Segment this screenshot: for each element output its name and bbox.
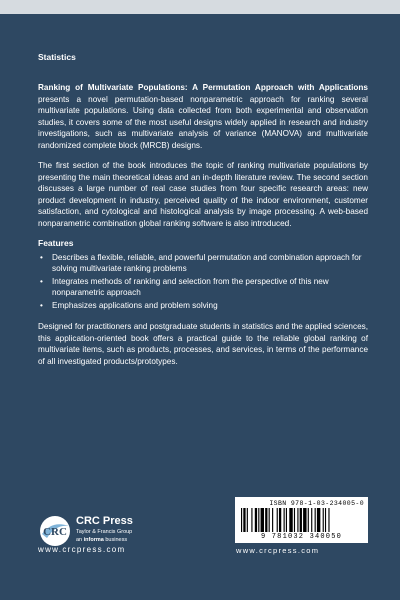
barcode-bar [317, 508, 320, 532]
barcode-bar [297, 508, 298, 532]
barcode-bar [261, 508, 264, 532]
barcode-box [235, 497, 368, 543]
feature-item: • Emphasizes applications and problem solving [38, 300, 368, 312]
isbn-label: ISBN 978-1-03-234005-0 [269, 500, 364, 507]
publisher-business: an informa business [76, 537, 128, 543]
barcode-bar [315, 508, 316, 532]
intro-paragraph [38, 82, 368, 151]
barcode-bar [289, 508, 292, 532]
feature-item: • Integrates methods of ranking and selection from the perspective of this new nonparametric approach [38, 276, 368, 299]
barcode-bar [258, 508, 259, 532]
barcode-bar [247, 508, 248, 532]
barcode-bar [277, 508, 278, 532]
barcode-bar [328, 508, 329, 532]
barcode-url: www.crcpress.com [236, 546, 320, 555]
crc-logo-icon [38, 514, 72, 548]
barcode-number: 9 781032 340050 [260, 533, 342, 541]
paragraph-3: Designed for practitioners and postgraduate students in statistics and the applied sciences, this application-oriented book offers a practical guide to the reliable global ranking of multivariate items, such as products, processes, and services, in terms of the performance of all investigated products/prototypes. [38, 322, 368, 366]
feature-item: • Describes a flexible, reliable, and powerful permutation and combination approach for solving multivariate ranking problems [38, 252, 368, 275]
barcode-bar [325, 508, 326, 532]
top-band [0, 0, 400, 14]
barcode-bar [241, 508, 242, 532]
paragraph-2: The first section of the book introduces the topic of ranking multivariate populations by presenting the main theoretical ideas and an in-depth literature review. The second section discusses a large number of real case studies from four specific research areas: new product development in industry, perceived quality of the indoor environment, customer satisfaction, and cytological and histological analysis by image processing. A web-based nonparametric combination global ranking software is also introduced. [38, 161, 368, 228]
barcode-bar [265, 508, 267, 532]
barcode-bar [284, 508, 285, 532]
barcode-bar [243, 508, 245, 532]
barcode-bar [269, 508, 270, 532]
publisher-url: www.crcpress.com [38, 545, 126, 554]
barcode-bars [239, 508, 364, 532]
publisher-name: CRC Press [76, 515, 133, 527]
barcode-bar [323, 508, 324, 532]
category-label: Statistics [38, 52, 76, 62]
barcode-bar [294, 508, 295, 532]
barcode-bar [272, 508, 273, 532]
barcode-bar [251, 508, 252, 532]
blurb [38, 82, 368, 376]
svg-text:CRC: CRC [43, 526, 67, 538]
barcode-bar [308, 508, 309, 532]
publisher-group: Taylor & Francis Group [76, 529, 133, 535]
intro-text: presents a novel permutation-based nonparametric approach for ranking several multivariate populations. Using data collected from both experimental and observation studies, it covers some of the most useful designs widely applied in research and industry investigations, such as multivariate analysis of variance (MANOVA) and multivariate randomized complete block (MRCB) designs. [38, 94, 368, 150]
features-heading: Features [38, 238, 74, 248]
barcode-bar [286, 508, 287, 532]
barcode-bar [279, 508, 281, 532]
book-title: Ranking of Multivariate Populations: A Permutation Approach with Applications [38, 83, 368, 92]
barcode-bar [311, 508, 312, 532]
barcode-bar [303, 508, 306, 532]
barcode-bar [255, 508, 257, 532]
barcode-bar [300, 508, 302, 532]
features-list [38, 252, 368, 312]
